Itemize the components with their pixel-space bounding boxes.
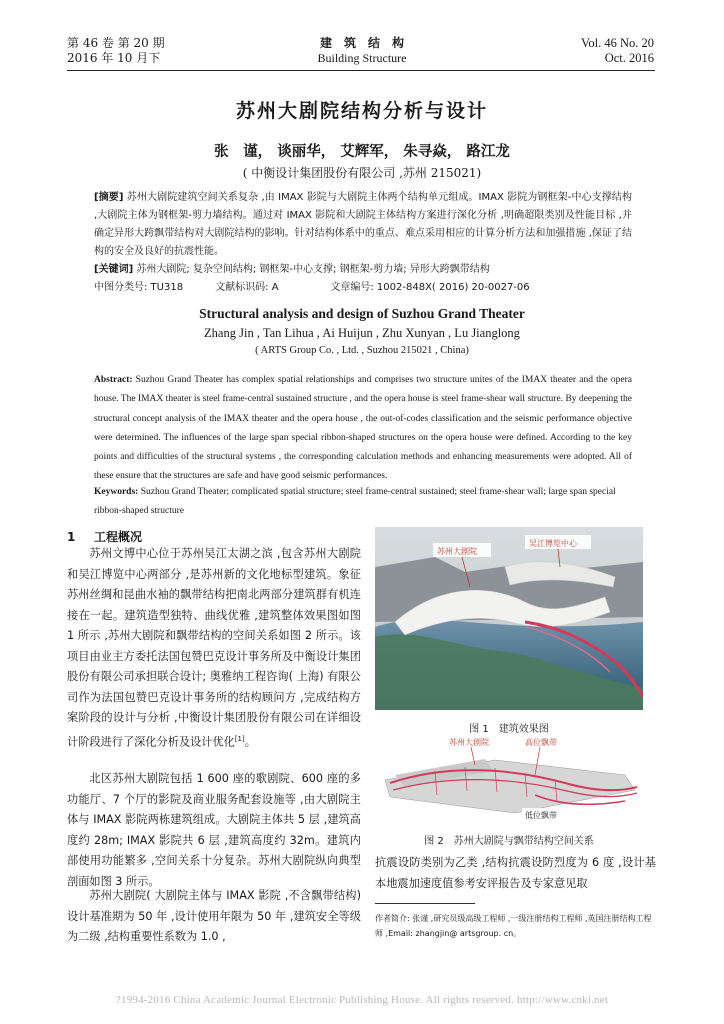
en-keywords (94, 483, 632, 521)
figure-1-rendering (375, 527, 643, 710)
running-header-right (581, 36, 654, 66)
label-high-ribbon: 高位飘带 (525, 738, 557, 747)
copyright-watermark: ?1994-2016 China Academic Journal Electronic Publishing House. All rights reserved. http://www.cnki.net (115, 994, 609, 1006)
body-paragraph-1 (67, 544, 361, 753)
footnote-rule (375, 903, 475, 904)
label-theater: 苏州大剧院 (449, 738, 489, 747)
paragraph-text: 苏州文博中心位于苏州吴江太湖之滨 ,包含苏州大剧院和吴江博览中心两部分 ,是苏州新的文化地标型建筑。象征苏州丝绸和昆曲水袖的飘带结构把南北两部分建筑群有机连接在一起。建筑造型独特、曲线优雅 ,建筑整体效果图如图 1 所示 ,苏州大剧院和飘带结构的空间关系如图 2 所示。该项目由业主方委托法国包赞巴克设计事务所及中衡设计集团股份有限公司承担联合设计; 奥雅纳工程咨询( 上海) 有限公司作为法国包赞巴克设计事务所的结构顾问方 ,完成结构方案阶段的设计与分析 ,中衡设计集团股份有限公司在详细设计阶段进行了深化分析及设计优化 (67, 547, 361, 749)
figure-2-model (375, 735, 643, 823)
cn-abstract-label: [摘要] (94, 192, 124, 203)
clc-number: 中图分类号: TU318 (94, 282, 184, 293)
label-suzhou-grand-theater: 苏州大剧院 (437, 547, 477, 556)
classification-line (94, 279, 632, 297)
label-low-ribbon: 低位飘带 (525, 811, 557, 820)
en-abstract-label: Abstract: (94, 375, 133, 385)
doc-code: 文献标识码: A (215, 282, 279, 293)
figure-1-caption: 图 1 建筑效果图 (469, 724, 549, 735)
en-title: Structural analysis and design of Suzhou Grand Theater (199, 306, 525, 321)
label-wujiang-expo: 吴江博览中心 (529, 539, 577, 548)
article-number: 文章编号: 1002-848X( 2016) 20-0027-06 (330, 282, 530, 293)
en-keywords-text: Suzhou Grand Theater; complicated spatial structure; steel frame-central sustained; steel frame-shear wall; large span special ribbon-shaped structure (94, 487, 616, 516)
volume-issue: 第 46 卷 第 20 期 (67, 36, 165, 50)
author-footnote: 作者简介: 张谨 ,研究员级高级工程师 ,一级注册结构工程师 ,英国注册结构工程师 ,Email: zhangjin@ artsgroup. cn。 (375, 914, 652, 938)
body-paragraph-2: 北区苏州大剧院包括 1 600 座的歌剧院、600 座的多功能厅、7 个厅的影院及商业服务配套设施等 ,由大剧院主体与 IMAX 影院两栋建筑组成。大剧院主体共 5 层 ,建筑高度约 28m; IMAX 影院共 6 层 ,建筑高度约 32m。建筑内部使用功能繁多 ,空间关系十分复杂。苏州大剧院纵向典型剖面如图 3 所示。 (67, 772, 361, 888)
en-authors: Zhang Jin , Tan Lihua , Ai Huijun , Zhu Xunyan , Lu Jianglong (204, 326, 520, 340)
body-paragraph-3: 苏州大剧院( 大剧院主体与 IMAX 影院 ,不含飘带结构) 设计基准期为 50 年 ,设计使用年限为 50 年 ,建筑安全等级为二级 ,结构重要性系数为 1.0 , (67, 889, 361, 943)
citation-ref: [1] (234, 734, 245, 743)
cn-abstract-text: 苏州大剧院建筑空间关系复杂 ,由 IMAX 影院与大剧院主体两个结构单元组成。IMAX 影院为钢框架-中心支撑结构 ,大剧院主体为钢框架-剪力墙结构。通过对 IMAX 影院和大剧院主体结构方案进行深化分析 ,明确超限类别及性能目标 ,并确定异形大跨飘带结构对大剧院结构的影响。针对结构体系中的重点、难点采用相应的计算分析方法和加强措施 ,保证了结构的安全及良好的抗震性能。 (94, 192, 632, 257)
header-rule (67, 70, 655, 71)
paragraph-end: 。 (244, 735, 256, 749)
section-title: 工程概况 (94, 530, 143, 544)
issue-date: 2016 年 10 月下 (67, 51, 161, 65)
cn-keywords (94, 261, 632, 279)
journal-name-en: Building Structure (317, 51, 407, 65)
cn-abstract (94, 189, 632, 261)
body-paragraph-right: 抗震设防类别为乙类 ,结构抗震设防烈度为 6 度 ,设计基本地震加速度值参考安评报告及专家意见取 (375, 856, 656, 890)
section-number: 1 (67, 530, 76, 544)
author-list: 张 谨， 谈丽华， 艾辉军， 朱寻焱， 路江龙 (214, 144, 510, 160)
en-abstract (94, 371, 632, 487)
section-heading (67, 528, 142, 545)
affiliation: ( 中衡设计集团股份有限公司 ,苏州 215021) (242, 166, 482, 180)
en-keywords-label: Keywords: (94, 487, 139, 497)
paper-title: 苏州大剧院结构分析与设计 (235, 100, 488, 122)
figure-2-caption: 图 2 苏州大剧院与飘带结构空间关系 (424, 836, 594, 847)
volume-issue-en: Vol. 46 No. 20 (580, 36, 654, 50)
journal-name-cn: 建 筑 结 构 (319, 36, 404, 50)
en-affiliation: ( ARTS Group Co. , Ltd. , Suzhou 215021 , China) (255, 345, 469, 356)
en-abstract-text: Suzhou Grand Theater has complex spatial relationships and comprises two structure unites of the IMAX theater and the opera house. The IMAX theater is steel frame-central sustained structure , and the opera house is steel frame-shear wall structure. By deepening the structural concept analysis of the IMAX theater and the opera house , the out-of-codes classification and the seismic performance objective were determined. The influences of the large span special ribbon-shaped structures on the opera house were defined. According to the key points and difficulties of the structural systems , the corresponding calculation methods and enhancing measurements were adopted. All of these ensure that the structures are safe and have good seismic performances. (94, 375, 632, 482)
cn-keywords-label: [关键词] (94, 264, 134, 275)
cn-keywords-text: 苏州大剧院; 复杂空间结构; 钢框架-中心支撑; 钢框架-剪力墙; 异形大跨飘带结构 (136, 264, 490, 275)
issue-date-en: Oct. 2016 (604, 51, 654, 65)
